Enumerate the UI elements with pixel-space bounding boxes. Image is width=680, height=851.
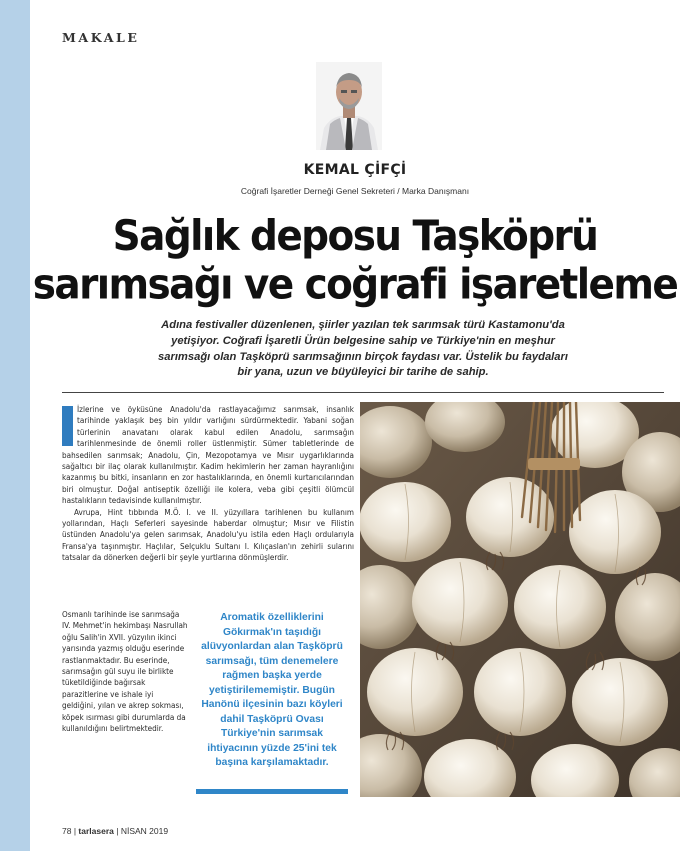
body-column bbox=[62, 404, 354, 564]
page-footer bbox=[62, 826, 168, 836]
article-headline bbox=[30, 212, 680, 309]
paragraph-1: İzlerine ve öyküsüne Anadolu'da rastlayacağımız sarımsak, insanlık tarihinde yaklaşık beş bin yıldır varlığını sürdürmektedir. Yabani soğan türlerinin anavatanı olarak kabul edilen Anadolu, sarımsağın tarihlenmesinde de önemli roller üstlenmiştir. Sümer tabletlerinde de bahsedilen sarımsak; Anadolu, Çin, Mezopotamya ve Mısır uygarlıklarında sağaltıcı bir ilaç olarak kullanılmıştır. Kadim hekimlerin her zaman hayranlığını kazanmış bu bitki, insanların en zor hastalıklarında, en önemli kurtarıcılarından biri olmuştur. Doğal antiseptik özelliği ile kolera, veba gibi çeşitli ölümcül hastalıkların tedavisinde kullanılmıştır. bbox=[62, 404, 354, 506]
pull-quote-rule bbox=[196, 789, 348, 794]
issue-date: NİSAN 2019 bbox=[120, 826, 169, 836]
paragraph-3: Osmanlı tarihinde ise sarımsağa IV. Mehmet'in hekimbaşı Nasrullah oğlu Salih'in XVII. yüzyılın ikinci yarısında yazmış olduğu eserinde rastlanmaktadır. Bu eserinde, sarımsağın gül suyu ile birlikte tüketildiğinde bağırsak parazitlerine ve ishale iyi geldiğini, yılan ve akrep sokması, köpek ısırması gibi durumlarda da kullanıldığını belirtmektedir. bbox=[62, 609, 188, 734]
footer-separator-2: | bbox=[116, 826, 121, 836]
divider bbox=[62, 392, 664, 393]
lead-paragraph: Adına festivaller düzenlenen, şiirler yazılan tek sarımsak türü Kastamonu'da yetişiyor. Coğrafi İşaretli Ürün belgesine sahip ve Türkiye'nin en meşhur sarımsağı olan Taşköprü sarımsağının birçok faydası var. Üstelik bu faydaları bir yana, uzun ve büyüleyici bir tarihe de sahip. bbox=[158, 319, 568, 379]
paragraph-2: Avrupa, Hint tıbbında M.Ö. I. ve II. yüzyıllara tarihlenen bu kullanım yollarından, Haçlı Seferleri sayesinde haberdar olmuştur; Mısır ve Filistin üstünden Anadolu'ya gelen sarımsak, Anadolu'yu istila eden Haçlı ordularıyla Fransa'ya taşınmıştır. Haçlılar, Selçuklu Sultanı I. Kılıçaslan'ın zehirli sularını tatsalar da dönerken değerli bir şeyle yurtlarına dönmüşlerdir. bbox=[62, 506, 354, 563]
left-color-bar bbox=[0, 0, 30, 851]
section-label: MAKALE bbox=[62, 30, 140, 45]
headline-line-2: sarımsağı ve coğrafi işaretleme bbox=[32, 260, 678, 310]
author-photo bbox=[316, 62, 382, 150]
author-title: Coğrafi İşaretler Derneği Genel Sekreteri / Marka Danışmanı bbox=[240, 186, 470, 196]
magazine-name: tarlasera bbox=[78, 826, 114, 836]
headline-line-1: Sağlık deposu Taşköprü bbox=[112, 212, 598, 261]
author-name: KEMAL ÇİFÇİ bbox=[303, 162, 407, 178]
narrow-column bbox=[62, 609, 188, 734]
footer-separator: | bbox=[73, 826, 79, 836]
pull-quote: Aromatik özelliklerini Gökırmak'ın taşıdığı alüvyonlardan alan Taşköprü sarımsağı, tüm denemelere rağmen başka yerde yetiştirilememiştir. Bugün Hanönü ilçesinin bazı köyleri dahil Taşköprü Ovası Türkiye'nin sarımsak ihtiyacının yüzde 25'ini tek başına karşılamaktadır. bbox=[201, 612, 343, 768]
garlic-photo bbox=[360, 402, 680, 797]
page-number: 78 bbox=[62, 826, 72, 836]
drop-cap bbox=[62, 406, 73, 446]
